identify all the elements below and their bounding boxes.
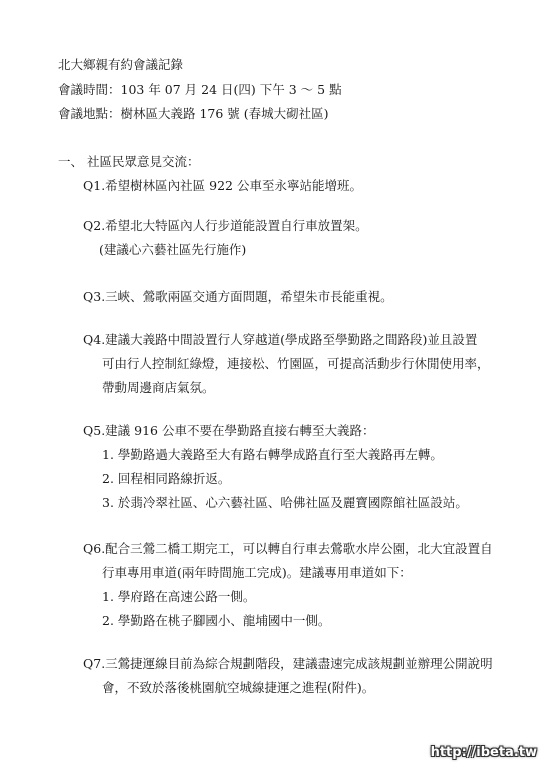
document-title: 北大鄉親有約會議記錄 xyxy=(58,57,184,72)
site-watermark: http://ibeta.tw xyxy=(430,745,537,760)
question-5-item-3: 3. 於翡冷翠社區、心六藝社區、哈佛社區及麗寶國際館社區設站。 xyxy=(102,495,468,510)
question-7-line-2: 會，不致於落後桃園航空城線捷運之進程(附件)。 xyxy=(102,680,375,695)
question-7: Q7.三鶯捷運線目前為綜合規劃階段，建議盡速完成該規劃並辦理公開說明 xyxy=(83,656,493,671)
question-6-item-1: 1. 學府路在高速公路一側。 xyxy=(102,589,256,604)
question-6-line-2: 行車專用車道(兩年時間施工完成)。建議專用車道如下： xyxy=(102,565,412,580)
question-1: Q1.希望樹林區內社區 922 公車至永寧站能增班。 xyxy=(83,178,362,193)
section-heading: 一、 社區民眾意見交流： xyxy=(58,154,200,169)
question-5: Q5.建議 916 公車不要在學勤路直接右轉至大義路： xyxy=(83,423,375,438)
question-4: Q4.建議大義路中間設置行人穿越道(學成路至學勤路之間路段)並且設置 xyxy=(83,332,478,347)
question-2-note: (建議心六藝社區先行施作) xyxy=(99,242,247,257)
question-5-item-2: 2. 回程相同路線折返。 xyxy=(102,471,231,486)
meeting-time: 會議時間：103 年 07 月 24 日(四) 下午 3 ～ 5 點 xyxy=(58,82,342,97)
question-4-line-2: 可由行人控制紅綠燈，連接松、竹園區，可提高活動步行休閒使用率， xyxy=(102,356,490,371)
question-6-item-2: 2. 學勤路在桃子腳國小、龍埔國中一側。 xyxy=(102,613,331,628)
question-6: Q6.配合三鶯二橋工期完工，可以轉自行車去鶯歌水岸公園，北大宜設置自 xyxy=(83,541,493,556)
question-2: Q2.希望北大特區內人行步道能設置自行車放置架。 xyxy=(83,218,368,233)
question-4-line-3: 帶動周邊商店氣氛。 xyxy=(102,380,215,395)
question-3: Q3.三峽、鶯歌兩區交通方面問題，希望朱市長能重視。 xyxy=(83,289,393,304)
question-5-item-1: 1. 學勤路過大義路至大有路右轉學成路直行至大義路再左轉。 xyxy=(102,447,443,462)
meeting-place: 會議地點：樹林區大義路 176 號 (春城大砌社區) xyxy=(58,106,329,121)
